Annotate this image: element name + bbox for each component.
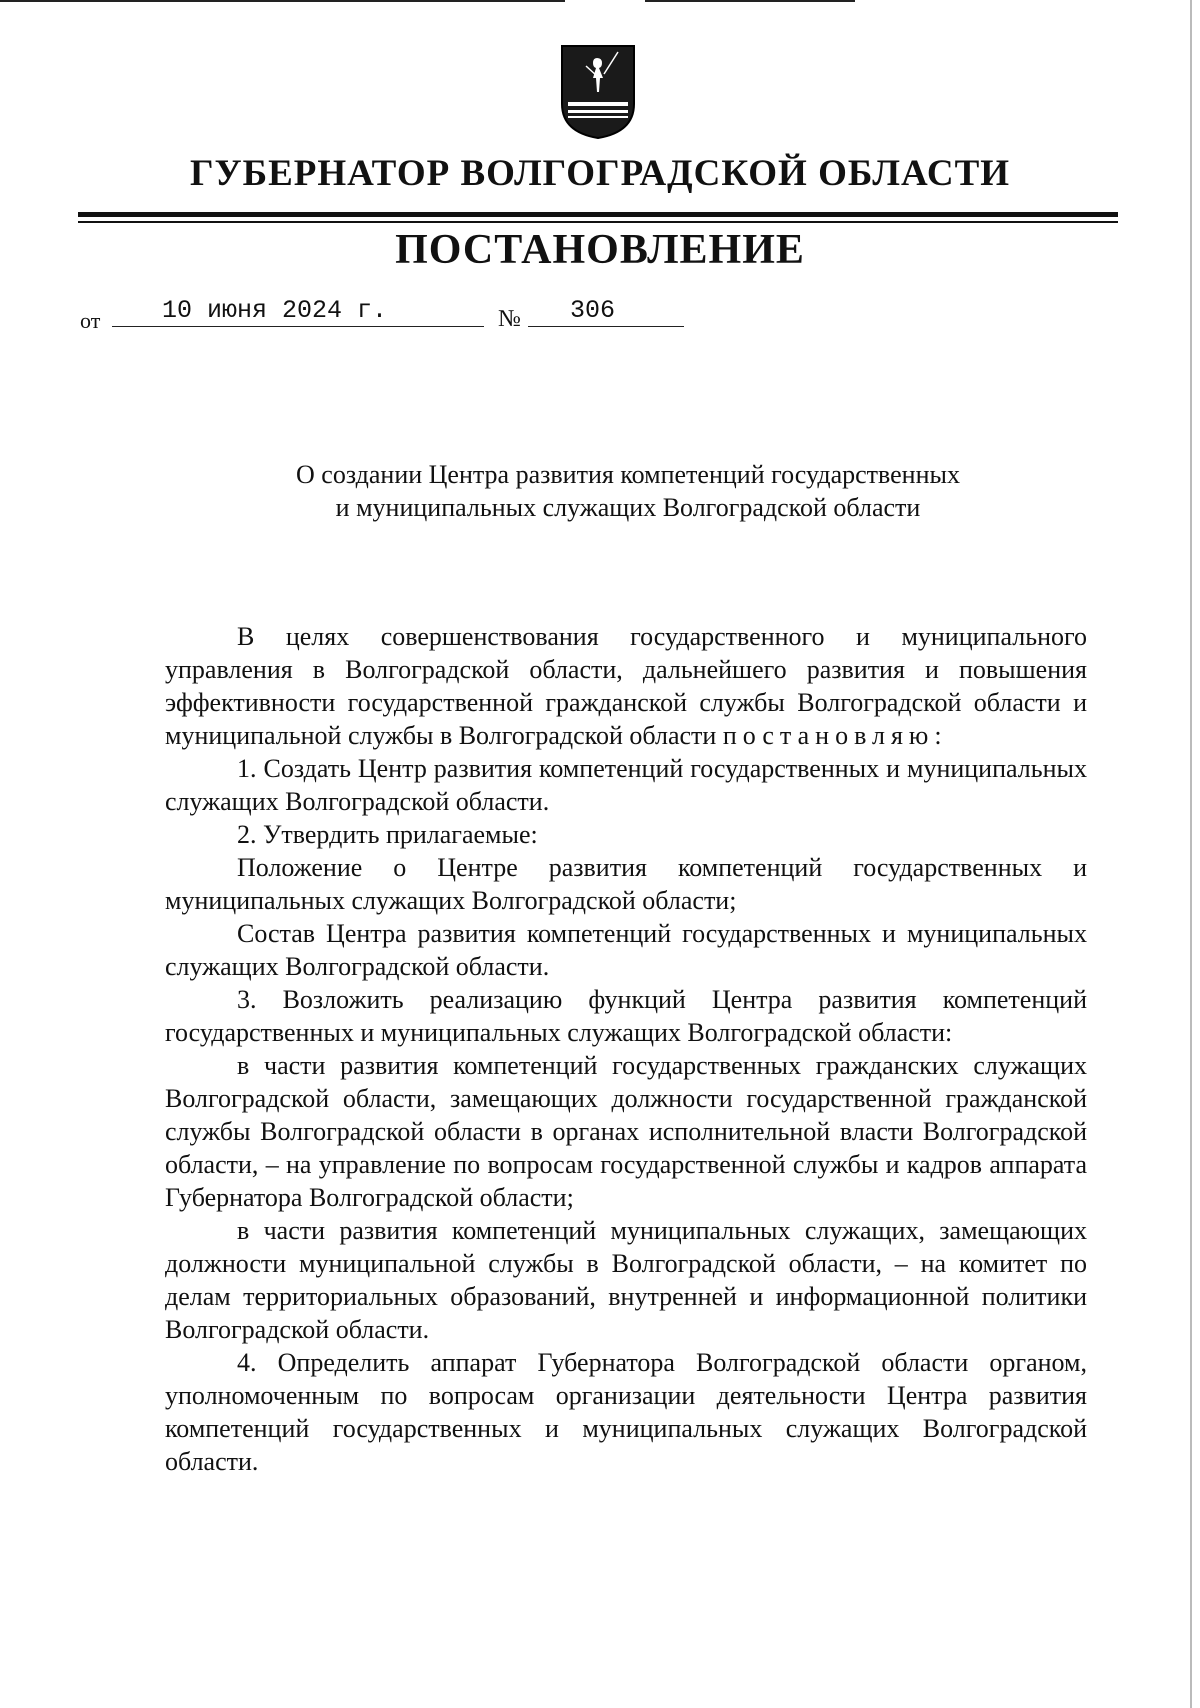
subject-line-2: и муниципальных служащих Волгоградской области [335, 493, 921, 522]
clause-2-item-b: Состав Центра развития компетенций государственных и муниципальных служащих Волгоградской области. [165, 919, 1087, 981]
document-type: ПОСТАНОВЛЕНИЕ [395, 227, 805, 273]
date-value: 10 июня 2024 г. [162, 296, 388, 325]
subject-line-1: О создании Центра развития компетенций государственных [296, 460, 960, 489]
document-subject [0, 458, 1200, 524]
scan-edge-top [0, 0, 1200, 4]
date-number-line [0, 296, 1200, 336]
clause-2-item-a: Положение о Центре развития компетенций государственных и муниципальных служащих Волгоградской области; [165, 853, 1087, 915]
number-field [528, 296, 684, 327]
number-label: № [498, 306, 521, 332]
date-field [112, 296, 484, 327]
resolve-word: постановляю: [722, 721, 948, 750]
clause-3-item-a: в части развития компетенций государственных гражданских служащих Волгоградской области, замещающих должности государственной гражданской службы Волгоградской области в органах исполнительной власти Волгоградской области, – на управление по вопросам государственной службы и кадров аппарата Губернатора Волгоградской области; [165, 1051, 1087, 1212]
clause-3-item-b: в части развития компетенций муниципальных служащих, замещающих должности муниципальной службы в Волгоградской области, – на комитет по делам территориальных образований, внутренней и информационной политики Волгоградской области. [165, 1216, 1087, 1344]
clause-3: 3. Возложить реализацию функций Центра развития компетенций государственных и муниципальных служащих Волгоградской области: [165, 985, 1087, 1047]
clause-2: 2. Утвердить прилагаемые: [237, 820, 538, 849]
intro-text: В целях совершенствования государственного и муниципального управления в Волгоградской области, дальнейшего развития и повышения эффективности государственной гражданской службы Волгоградской области и муниципальной службы в Волгоградской области [165, 622, 1087, 750]
document-body [165, 620, 1087, 1478]
from-label: от [80, 308, 101, 333]
header-rule-thin [78, 221, 1118, 223]
authority-title: ГУБЕРНАТОР ВОЛГОГРАДСКОЙ ОБЛАСТИ [189, 153, 1011, 194]
volgograd-coat-of-arms-icon [560, 44, 636, 140]
intro-paragraph [165, 620, 1087, 752]
number-value: 306 [570, 296, 616, 325]
header-rule-thick [78, 212, 1118, 217]
clause-1: 1. Создать Центр развития компетенций государственных и муниципальных служащих Волгоградской области. [165, 754, 1087, 816]
clause-4: 4. Определить аппарат Губернатора Волгоградской области органом, уполномоченным по вопросам организации деятельности Центра развития компетенций государственных и муниципальных служащих Волгоградской области. [165, 1348, 1087, 1476]
